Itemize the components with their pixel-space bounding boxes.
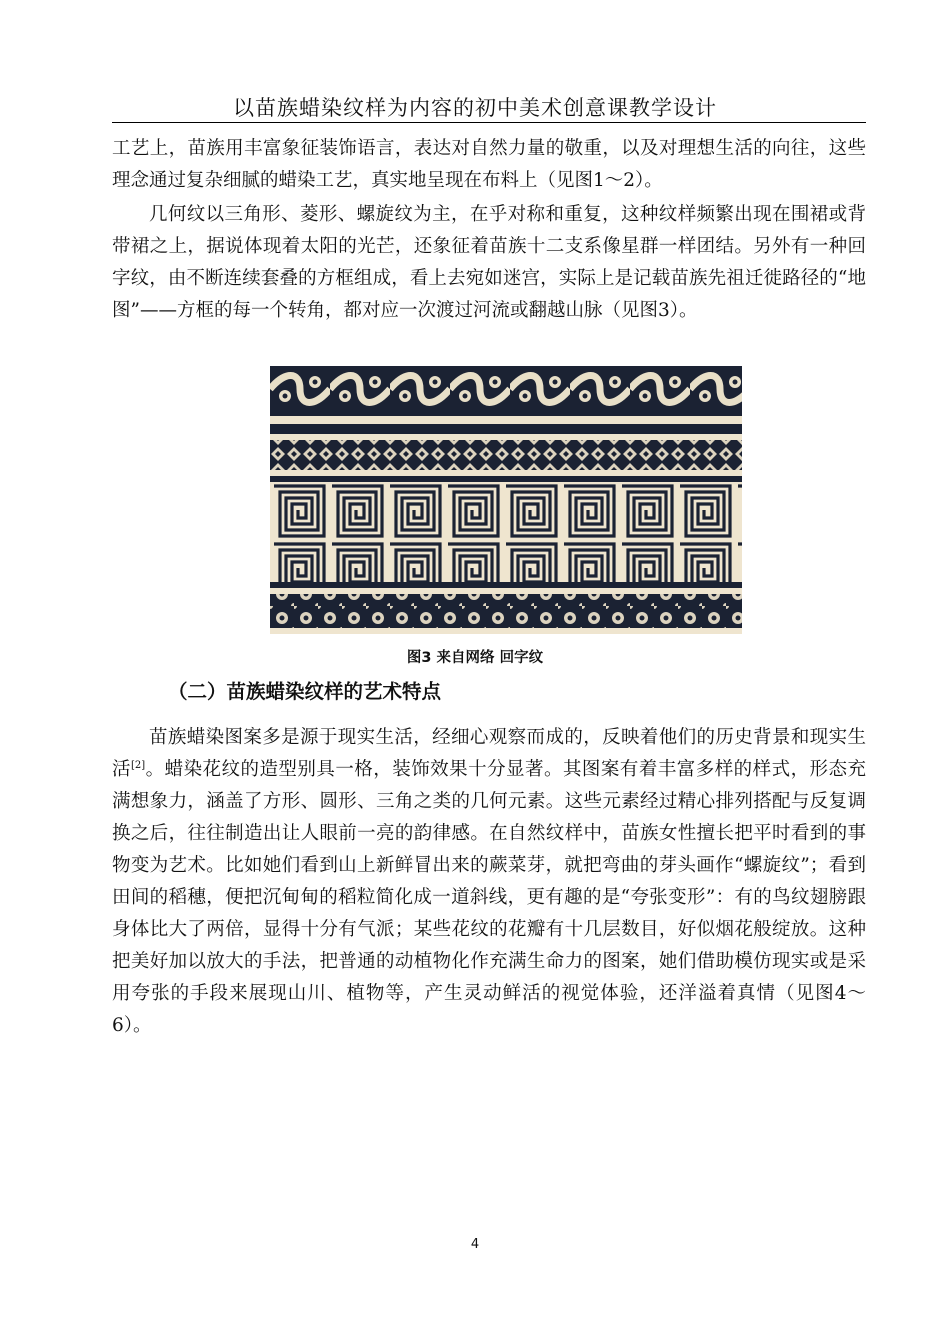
paragraph-1: 工艺上，苗族用丰富象征装饰语言，表达对自然力量的敬重，以及对理想生活的向往，这些理念通过复杂细腻的蜡染工艺，真实地呈现在布料上（见图1～2）。 <box>112 138 866 191</box>
paragraph-3 <box>112 722 866 1042</box>
page-header-title: 以苗族蜡染纹样为内容的初中美术创意课教学设计 <box>233 96 717 120</box>
paragraph-2: 几何纹以三角形、菱形、螺旋纹为主，在乎对称和重复，这种纹样频繁出现在围裙或背带裙之上，据说体现着太阳的光芒，还象征着苗族十二支系像星群一样团结。另外有一种回字纹，由不断连续套叠的方框组成，看上去宛如迷宫，实际上是记载苗族先祖迁徙路径的“地图”——方框的每一个转角，都对应一次渡过河流或翻越山脉（见图3）。 <box>112 204 866 321</box>
paragraph-3-part-1: 苗族蜡染图案多是源于现实生活，经细心观察而成的，反映着他们的历史背景和现实生活 <box>112 727 866 780</box>
figure-caption: 图3 来自网络 回字纹 <box>406 650 544 666</box>
batik-pattern-illustration <box>270 366 742 634</box>
header-rule <box>112 122 866 123</box>
page-number: 4 <box>470 1237 480 1252</box>
citation-ref[interactable]: [2] <box>130 759 146 771</box>
paragraph-3-part-2: 。蜡染花纹的造型别具一格，装饰效果十分显著。其图案有着丰富多样的样式，形态充满想象力，涵盖了方形、圆形、三角之类的几何元素。这些元素经过精心排列搭配与反复调换之后，往往制造出让人眼前一亮的韵律感。在自然纹样中，苗族女性擅长把平时看到的事物变为艺术。比如她们看到山上新鲜冒出来的蕨菜芽，就把弯曲的芽头画作“螺旋纹”；看到田间的稻穗，便把沉甸甸的稻粒简化成一道斜线，更有趣的是“夸张变形”：有的鸟纹翅膀跟身体比大了两倍，显得十分有气派；某些花纹的花瓣有十几层数目，好似烟花般绽放。这种把美好加以放大的手法，把普通的动植物化作充满生命力的图案，她们借助模仿现实或是采用夸张的手段来展现山川、植物等，产生灵动鲜活的视觉体验，还洋溢着真情（见图4～6）。 <box>112 759 866 1036</box>
figure-3-batik-image <box>270 366 742 634</box>
section-heading: （二）苗族蜡染纹样的艺术特点 <box>168 680 442 703</box>
